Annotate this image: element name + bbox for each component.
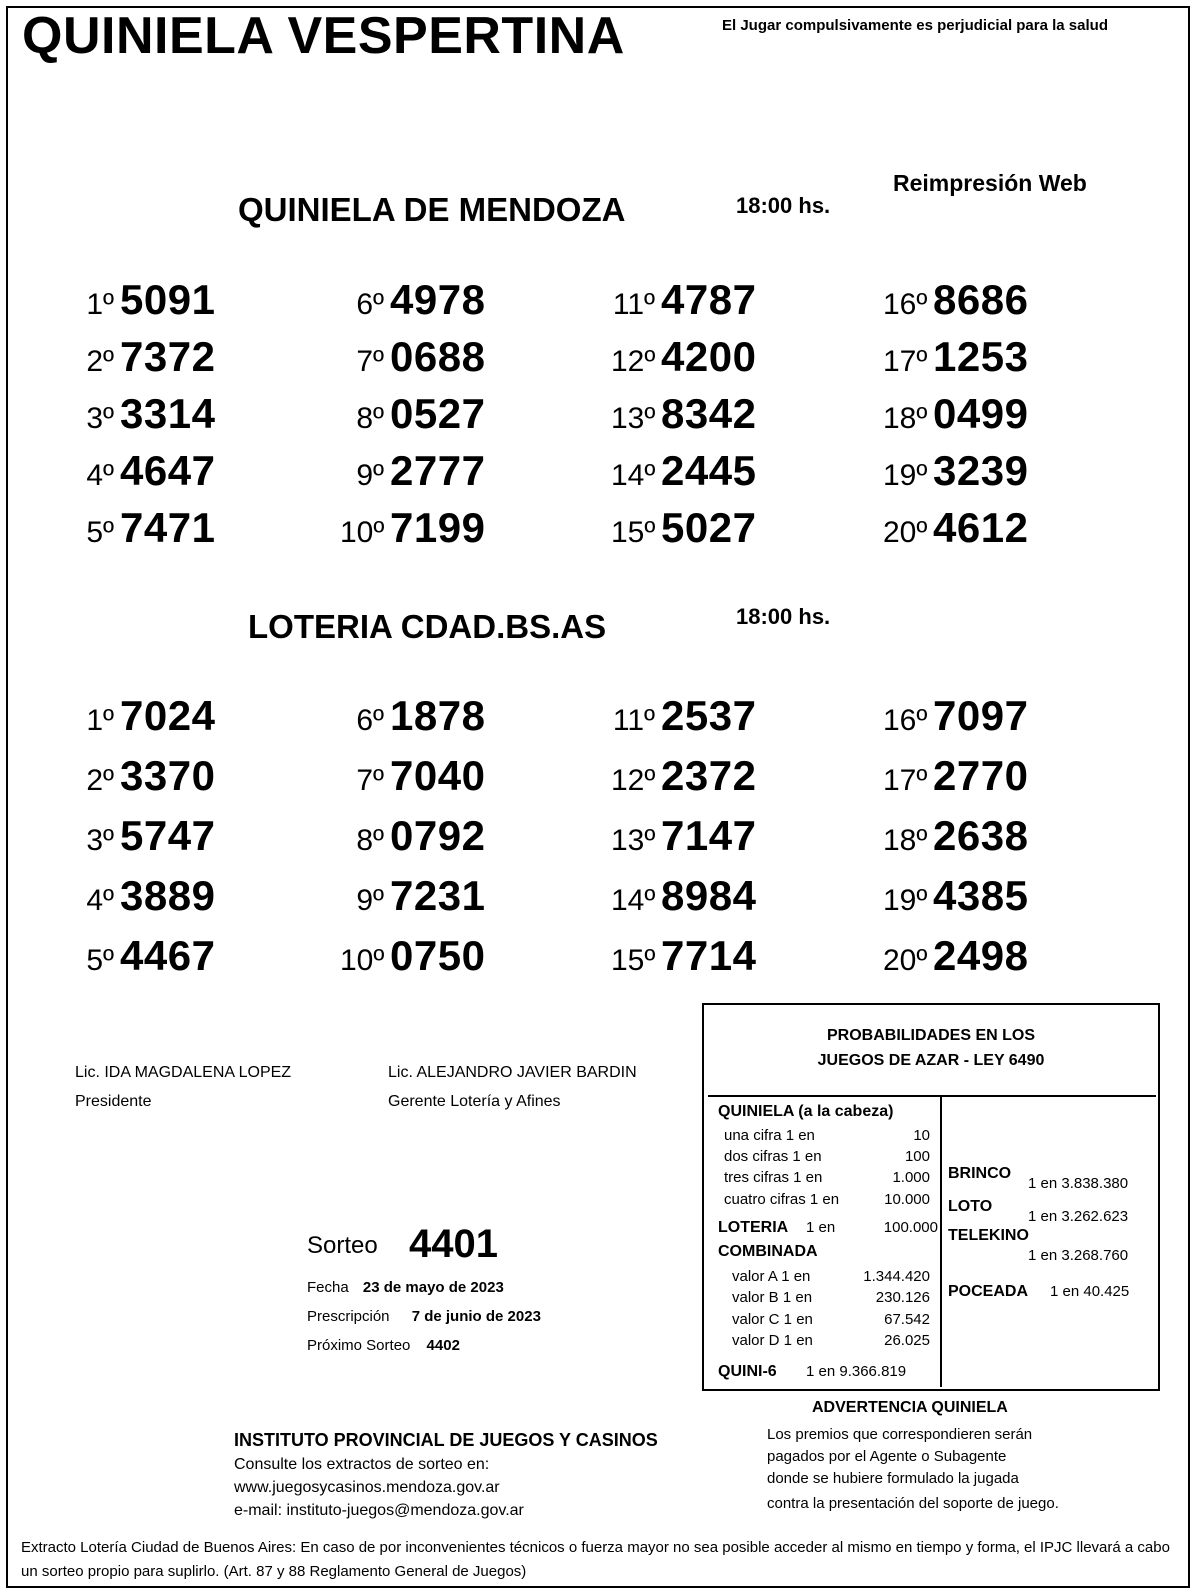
quiniela-row-value: 10: [913, 1127, 930, 1144]
result-number: 7024: [120, 692, 216, 739]
result-cell: [611, 447, 756, 495]
draw-date-label: Fecha: [307, 1279, 349, 1296]
result-cell: [70, 932, 215, 980]
result-number: 3889: [120, 872, 216, 919]
probabilities-title-line2: JUEGOS DE AZAR - LEY 6490: [817, 1052, 1045, 1069]
result-number: 2537: [661, 692, 757, 739]
result-number: 4467: [120, 932, 216, 979]
advertencia-line: contra la presentación del soporte de juego.: [767, 1495, 1059, 1512]
result-position: 20º: [883, 516, 928, 549]
institute-title: INSTITUTO PROVINCIAL DE JUEGOS Y CASINOS: [234, 1430, 658, 1450]
signature-president: [75, 1058, 291, 1116]
result-number: 3370: [120, 752, 216, 799]
result-position: 8º: [356, 824, 384, 857]
draw-expiry-label: Prescripción: [307, 1308, 390, 1325]
results-row: [70, 692, 1070, 752]
loto-value: 1 en 3.262.623: [1028, 1208, 1129, 1225]
result-cell: [611, 692, 756, 740]
result-number: 7097: [933, 692, 1029, 739]
result-position: 18º: [883, 824, 928, 857]
result-position: 16º: [883, 288, 928, 321]
quiniela-title: QUINIELA (a la cabeza): [718, 1103, 894, 1120]
result-number: 4200: [661, 333, 757, 380]
result-cell: [883, 447, 1028, 495]
result-position: 11º: [612, 704, 655, 737]
result-position: 16º: [883, 704, 928, 737]
result-cell: [611, 276, 756, 324]
combinada-row-value: 26.025: [884, 1332, 930, 1349]
result-cell: [70, 447, 215, 495]
draw-next-label: Próximo Sorteo: [307, 1337, 411, 1354]
results-row: [70, 504, 1070, 561]
result-number: 3314: [120, 390, 216, 437]
result-number: 7199: [390, 504, 486, 551]
result-cell: [340, 333, 485, 381]
combinada-row-value: 1.344.420: [863, 1268, 930, 1285]
result-position: 13º: [611, 402, 656, 435]
results-grid-loteria: [70, 692, 1070, 992]
advertencia-line: pagados por el Agente o Subagente: [767, 1448, 1007, 1465]
result-number: 4647: [120, 447, 216, 494]
result-number: 0688: [390, 333, 486, 380]
result-number: 7372: [120, 333, 216, 380]
result-position: 8º: [356, 402, 384, 435]
result-position: 14º: [611, 884, 656, 917]
result-position: 13º: [611, 824, 656, 857]
result-cell: [70, 872, 215, 920]
results-row: [70, 812, 1070, 872]
health-warning: El Jugar compulsivamente es perjudicial para la salud: [722, 17, 1108, 34]
signature-name: Lic. ALEJANDRO JAVIER BARDIN: [388, 1064, 637, 1081]
brinco-value: 1 en 3.838.380: [1028, 1175, 1129, 1192]
result-position: 2º: [86, 345, 114, 378]
result-position: 17º: [883, 345, 928, 378]
section-time-loteria: 18:00 hs.: [736, 604, 831, 629]
result-cell: [70, 276, 215, 324]
quini6-value: 1 en 9.366.819: [806, 1363, 907, 1380]
column-divider: [940, 1097, 942, 1387]
draw-next-row: [307, 1337, 460, 1354]
result-cell: [611, 504, 756, 552]
combinada-row-label: valor C 1 en: [732, 1311, 813, 1328]
result-position: 17º: [883, 764, 928, 797]
result-number: 2372: [661, 752, 757, 799]
results-row: [70, 276, 1070, 333]
draw-next: 4402: [426, 1337, 460, 1354]
result-number: 5091: [120, 276, 216, 323]
result-position: 18º: [883, 402, 928, 435]
result-position: 19º: [883, 884, 928, 917]
result-position: 20º: [883, 944, 928, 977]
result-cell: [340, 390, 485, 438]
brinco-label: BRINCO: [948, 1165, 1012, 1182]
advertencia-text: [767, 1424, 1127, 1515]
result-position: 12º: [611, 345, 656, 378]
poceada-value: 1 en 40.425: [1050, 1283, 1130, 1300]
result-cell: [340, 812, 485, 860]
result-number: 0792: [390, 812, 486, 859]
footer-note: Extracto Lotería Ciudad de Buenos Aires: En caso de por inconvenientes técnicos o fuerza mayor no sea posible acceder al mismo en tiempo y forma, el IPJC llevará a cabo un sorteo propio para suplirlo. (Art. 87 y 88 Reglamento General de Juegos): [21, 1539, 1170, 1580]
quiniela-row-value: 100: [904, 1148, 930, 1165]
telekino-label: TELEKINO: [948, 1227, 1029, 1244]
loteria-label: LOTERIA: [718, 1219, 789, 1236]
draw-expiry: 7 de junio de 2023: [411, 1308, 541, 1325]
result-cell: [611, 932, 756, 980]
section-title-loteria: LOTERIA CDAD.BS.AS: [248, 608, 607, 645]
draw-label: Sorteo: [307, 1232, 378, 1259]
result-cell: [883, 333, 1028, 381]
result-cell: [883, 932, 1028, 980]
institute-info: [234, 1453, 524, 1522]
advertencia-line: Los premios que correspondieren serán: [767, 1426, 1033, 1443]
results-row: [70, 447, 1070, 504]
draw-number: 4401: [409, 1222, 498, 1266]
quiniela-row-label: cuatro cifras 1 en: [724, 1191, 840, 1208]
probabilities-title: [704, 1023, 1158, 1073]
result-number: 8984: [661, 872, 757, 919]
result-position: 1º: [86, 704, 114, 737]
result-cell: [611, 390, 756, 438]
result-number: 4385: [933, 872, 1029, 919]
result-position: 3º: [86, 402, 114, 435]
result-number: 2777: [390, 447, 486, 494]
result-position: 9º: [356, 884, 384, 917]
result-cell: [883, 872, 1028, 920]
quiniela-row-label: una cifra 1 en: [724, 1127, 815, 1144]
draw-expiry-row: [307, 1308, 541, 1325]
result-number: 1878: [390, 692, 486, 739]
result-position: 19º: [883, 459, 928, 492]
combinada-row-label: valor B 1 en: [732, 1289, 813, 1306]
result-number: 2498: [933, 932, 1029, 979]
probabilities-table: [708, 1095, 1156, 1387]
result-number: 7471: [120, 504, 216, 551]
combinada-row-label: valor D 1 en: [732, 1332, 813, 1349]
result-position: 7º: [356, 764, 384, 797]
quiniela-row-label: tres cifras 1 en: [724, 1169, 823, 1186]
result-cell: [611, 872, 756, 920]
result-position: 6º: [356, 704, 384, 737]
institute-consult: Consulte los extractos de sorteo en:: [234, 1456, 490, 1473]
result-number: 2770: [933, 752, 1029, 799]
result-position: 2º: [86, 764, 114, 797]
result-position: 5º: [86, 516, 114, 549]
result-position: 7º: [356, 345, 384, 378]
result-cell: [340, 504, 485, 552]
signature-manager: [388, 1058, 637, 1116]
telekino-value: 1 en 3.268.760: [1028, 1247, 1129, 1264]
signature-role: Presidente: [75, 1093, 152, 1110]
result-cell: [70, 692, 215, 740]
result-number: 8686: [933, 276, 1029, 323]
quiniela-row-value: 10.000: [884, 1191, 930, 1208]
result-cell: [340, 276, 485, 324]
result-cell: [70, 333, 215, 381]
result-number: 1253: [933, 333, 1029, 380]
result-cell: [883, 504, 1028, 552]
result-cell: [340, 872, 485, 920]
result-number: 3239: [933, 447, 1029, 494]
result-position: 10º: [340, 944, 385, 977]
combinada-row-label: valor A 1 en: [732, 1268, 811, 1285]
loteria-value: 100.000: [883, 1219, 938, 1236]
result-number: 0499: [933, 390, 1029, 437]
result-cell: [340, 447, 485, 495]
signature-role: Gerente Lotería y Afines: [388, 1093, 561, 1110]
advertencia-title: ADVERTENCIA QUINIELA: [812, 1399, 1008, 1416]
institute-website[interactable]: www.juegosycasinos.mendoza.gov.ar: [234, 1479, 500, 1496]
result-cell: [340, 932, 485, 980]
result-number: 7147: [661, 812, 757, 859]
result-cell: [883, 276, 1028, 324]
result-cell: [70, 390, 215, 438]
loteria-en: 1 en: [806, 1219, 836, 1236]
combinada-row-value: 230.126: [875, 1289, 930, 1306]
combinada-title: COMBINADA: [718, 1243, 818, 1260]
results-row: [70, 872, 1070, 932]
result-number: 0750: [390, 932, 486, 979]
result-number: 4978: [390, 276, 486, 323]
result-position: 5º: [86, 944, 114, 977]
result-position: 12º: [611, 764, 656, 797]
result-number: 7714: [661, 932, 757, 979]
probabilities-box: [702, 1003, 1160, 1391]
result-position: 15º: [611, 516, 656, 549]
results-row: [70, 932, 1070, 992]
result-position: 10º: [340, 516, 385, 549]
result-position: 1º: [86, 288, 114, 321]
result-cell: [883, 692, 1028, 740]
result-number: 4612: [933, 504, 1029, 551]
result-cell: [70, 504, 215, 552]
loto-label: LOTO: [948, 1198, 993, 1215]
institute-email[interactable]: e-mail: instituto-juegos@mendoza.gov.ar: [234, 1502, 524, 1519]
result-cell: [611, 812, 756, 860]
result-cell: [340, 692, 485, 740]
reprint-label: Reimpresión Web: [893, 170, 1087, 196]
result-position: 14º: [611, 459, 656, 492]
probabilities-title-line1: PROBABILIDADES EN LOS: [826, 1027, 1035, 1044]
results-grid-mendoza: [70, 276, 1070, 561]
results-row: [70, 333, 1070, 390]
result-number: 7231: [390, 872, 486, 919]
section-time-mendoza: 18:00 hs.: [736, 193, 831, 218]
result-number: 5027: [661, 504, 757, 551]
page-title: QUINIELA VESPERTINA: [22, 7, 625, 65]
result-position: 4º: [86, 884, 114, 917]
result-number: 2445: [661, 447, 757, 494]
result-position: 9º: [356, 459, 384, 492]
quini6-label: QUINI-6: [718, 1363, 777, 1380]
result-cell: [883, 390, 1028, 438]
result-position: 15º: [611, 944, 656, 977]
signature-name: Lic. IDA MAGDALENA LOPEZ: [75, 1064, 292, 1081]
result-position: 4º: [86, 459, 114, 492]
section-title-mendoza: QUINIELA DE MENDOZA: [238, 191, 626, 228]
draw-date-row: [307, 1279, 504, 1296]
draw-date: 23 de mayo de 2023: [362, 1279, 504, 1296]
poceada-label: POCEADA: [948, 1283, 1029, 1300]
results-row: [70, 390, 1070, 447]
result-position: 3º: [86, 824, 114, 857]
quiniela-row-label: dos cifras 1 en: [724, 1148, 822, 1165]
result-cell: [883, 812, 1028, 860]
quiniela-row-value: 1.000: [892, 1169, 930, 1186]
results-row: [70, 752, 1070, 812]
result-cell: [70, 752, 215, 800]
result-cell: [340, 752, 485, 800]
combinada-row-value: 67.542: [884, 1311, 930, 1328]
result-number: 0527: [390, 390, 486, 437]
result-position: 11º: [612, 288, 655, 321]
result-cell: [611, 333, 756, 381]
result-cell: [883, 752, 1028, 800]
result-cell: [70, 812, 215, 860]
result-number: 5747: [120, 812, 216, 859]
result-number: 7040: [390, 752, 486, 799]
result-number: 4787: [661, 276, 757, 323]
result-position: 6º: [356, 288, 384, 321]
result-cell: [611, 752, 756, 800]
result-number: 8342: [661, 390, 757, 437]
result-number: 2638: [933, 812, 1029, 859]
advertencia-line: donde se hubiere formulado la jugada: [767, 1470, 1019, 1487]
